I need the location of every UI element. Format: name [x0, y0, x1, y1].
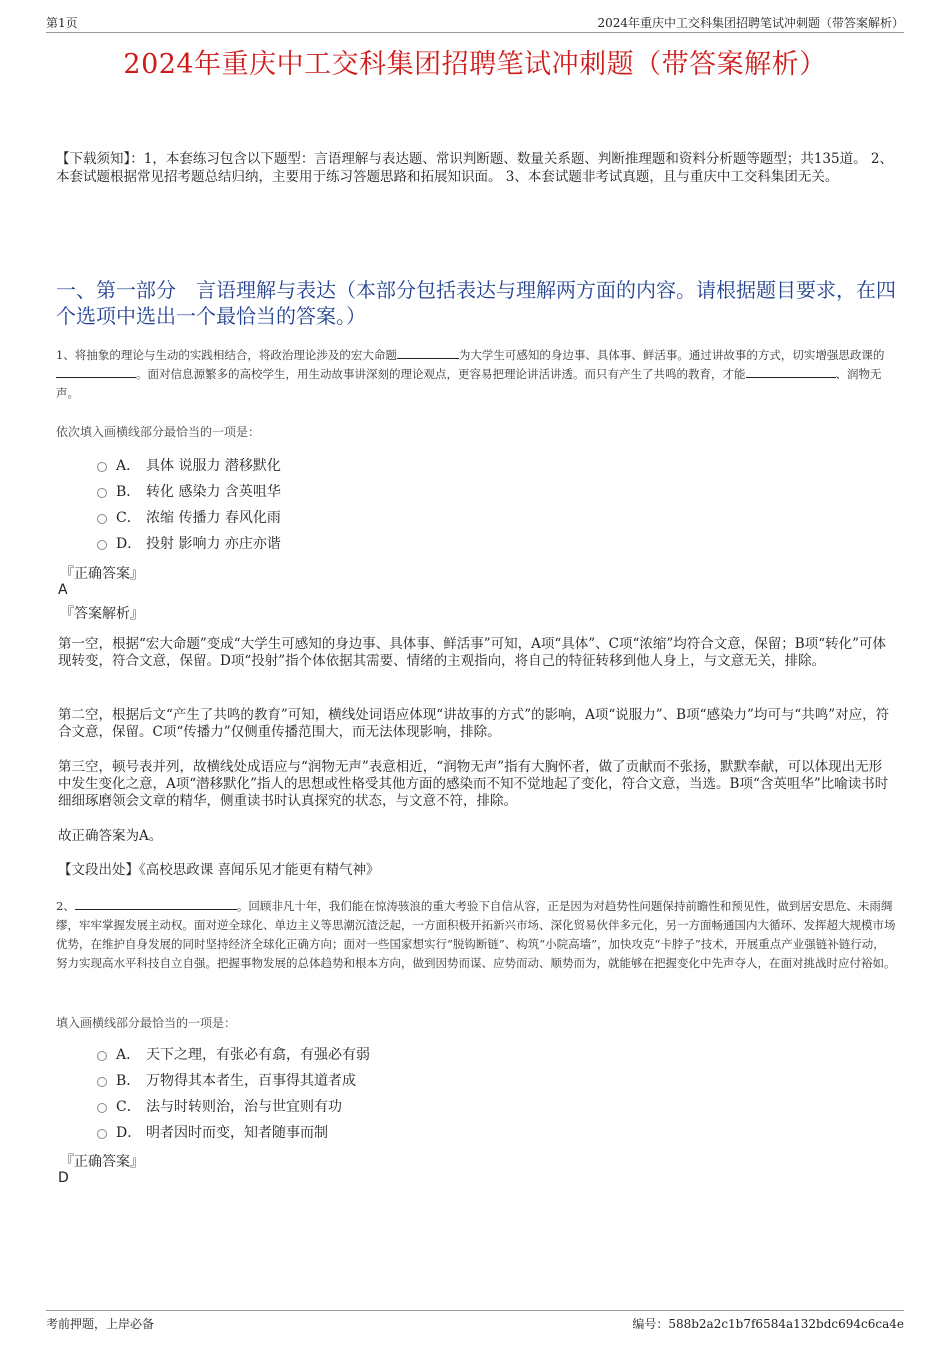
analysis-conclusion: 故正确答案为A。	[58, 828, 163, 844]
blank-3	[746, 365, 836, 378]
radio-icon[interactable]	[97, 488, 107, 498]
analysis-paragraph-2: 第二空，根据后文“产生了共鸣的教育”可知，横线处词语应体现“讲故事的方式”的影响，A项“说服力”、B项“感染力”均可与“共鸣”对应，符合文意，保留。C项“传播力”仅侧重传播范围大，而无法体现影响，排除。	[58, 707, 890, 740]
option-c[interactable]: C． 浓缩 传播力 春风化雨	[97, 504, 281, 530]
page-title: 2024年重庆中工交科集团招聘笔试冲刺题（带答案解析）	[123, 49, 827, 80]
question-1-text: 1、将抽象的理论与生动的实践相结合，将政治理论涉及的宏大命题 为大学生可感知的身边事、具体事、鲜活事。通过讲故事的方式，切实增强思政课的。面对信息源繁多的高校学生，用生动故事讲深刻的理论观点，更容易把理论讲活讲透。而只有产生了共鸣的教育，才能 、润物无声。	[56, 348, 885, 400]
blank-1	[75, 897, 237, 910]
radio-icon[interactable]	[97, 462, 107, 472]
radio-icon[interactable]	[97, 540, 107, 550]
page-header	[46, 14, 904, 33]
source-citation: 【文段出处】《高校思政课 喜闻乐见才能更有精气神》	[58, 862, 380, 878]
download-notice: 【下载须知】：1，本套练习包含以下题型：言语理解与表达题、常识判断题、数量关系题、判断推理题和资料分析题等题型；共135道。 2、本套试题根据常见招考题总结归纳，主要用于练习答题思路和拓展知识面。 3、本套试题非考试真题，且与重庆中工交科集团无关。	[56, 151, 893, 185]
blank-2	[56, 365, 136, 378]
option-a[interactable]: A． 天下之理，有张必有翕，有强必有弱	[97, 1041, 370, 1067]
radio-icon[interactable]	[97, 1103, 107, 1113]
option-d[interactable]: D． 投射 影响力 亦庄亦谐	[97, 530, 281, 556]
question-2-text: 2、 。回顾非凡十年，我们能在惊涛骇浪的重大考验下自信从容，正是因为对趋势性问题保持前瞻性和预见性，做到居安思危、未雨绸缪，牢牢掌握发展主动权。面对逆全球化、单边主义等思潮沉渣泛起，一方面积极开拓新兴市场、深化贸易伙伴多元化，另一方面畅通国内大循环、发挥超大规模市场优势，在维护自身发展的同时坚持经济全球化正确方向；面对一些国家想实行“脱钩断链”、构筑“小院高墙”，加快攻克“卡脖子”技术，开展重点产业强链补链行动，努力实现高水平科技自立自强。把握事物发展的总体趋势和根本方向，做到因势而谋、应势而动、顺势而为，就能够在把握变化中先声夺人，在面对挑战时应付裕如。	[56, 899, 896, 970]
header-doc-title: 2024年重庆中工交科集团招聘笔试冲刺题（带答案解析）	[597, 16, 904, 30]
option-a[interactable]: A． 具体 说服力 潜移默化	[97, 452, 281, 478]
section-title: 一、第一部分 言语理解与表达（本部分包括表达与理解两方面的内容。请根据题目要求，在四个选项中选出一个最恰当的答案。）	[56, 278, 896, 328]
analysis-paragraph-1: 第一空，根据“宏大命题”变成“大学生可感知的身边事、具体事、鲜活事”可知，A项“具体”、C项“浓缩”均符合文意，保留；B项“转化”可体现转变，符合文意，保留。D项“投射”指个体依据其需要、情绪的主观指向，将自己的特征转移到他人身上，与文意无关，排除。	[58, 636, 887, 669]
option-d[interactable]: D． 明者因时而变，知者随事而制	[97, 1119, 370, 1145]
answer-label: 『正确答案』	[60, 566, 144, 582]
radio-icon[interactable]	[97, 514, 107, 524]
radio-icon[interactable]	[97, 1051, 107, 1061]
radio-icon[interactable]	[97, 1077, 107, 1087]
question-2-options	[97, 1041, 370, 1145]
question-2-prompt: 填入画横线部分最恰当的一项是：	[56, 1016, 237, 1030]
analysis-label: 『答案解析』	[60, 606, 144, 622]
page-footer	[46, 1310, 904, 1335]
answer-label: 『正确答案』	[60, 1154, 144, 1170]
answer-value: D	[58, 1170, 69, 1186]
page-number: 第1页	[46, 16, 78, 30]
option-b[interactable]: B． 万物得其本者生，百事得其道者成	[97, 1067, 370, 1093]
option-b[interactable]: B． 转化 感染力 含英咀华	[97, 478, 281, 504]
document-id: 编号：588b2a2c1b7f6584a132bdc694c6ca4e	[632, 1317, 904, 1331]
radio-icon[interactable]	[97, 1129, 107, 1139]
blank-1	[397, 346, 459, 359]
question-1-prompt: 依次填入画横线部分最恰当的一项是：	[56, 425, 261, 439]
question-1-options	[97, 452, 281, 556]
option-c[interactable]: C． 法与时转则治，治与世宜则有功	[97, 1093, 370, 1119]
footer-slogan: 考前押题，上岸必备	[46, 1317, 155, 1331]
answer-value: A	[58, 582, 68, 598]
analysis-paragraph-3: 第三空，顿号表并列，故横线处成语应与“润物无声”表意相近，“润物无声”指有大胸怀者，做了贡献而不张扬，默默奉献，可以体现出无形中发生变化之意，A项“潜移默化”指人的思想或性格受其他方面的感染而不知不觉地起了变化，符合文意，当选。B项“含英咀华”比喻读书时细细琢磨领会文章的精华，侧重读书时认真探究的状态，与文意不符，排除。	[58, 759, 889, 809]
